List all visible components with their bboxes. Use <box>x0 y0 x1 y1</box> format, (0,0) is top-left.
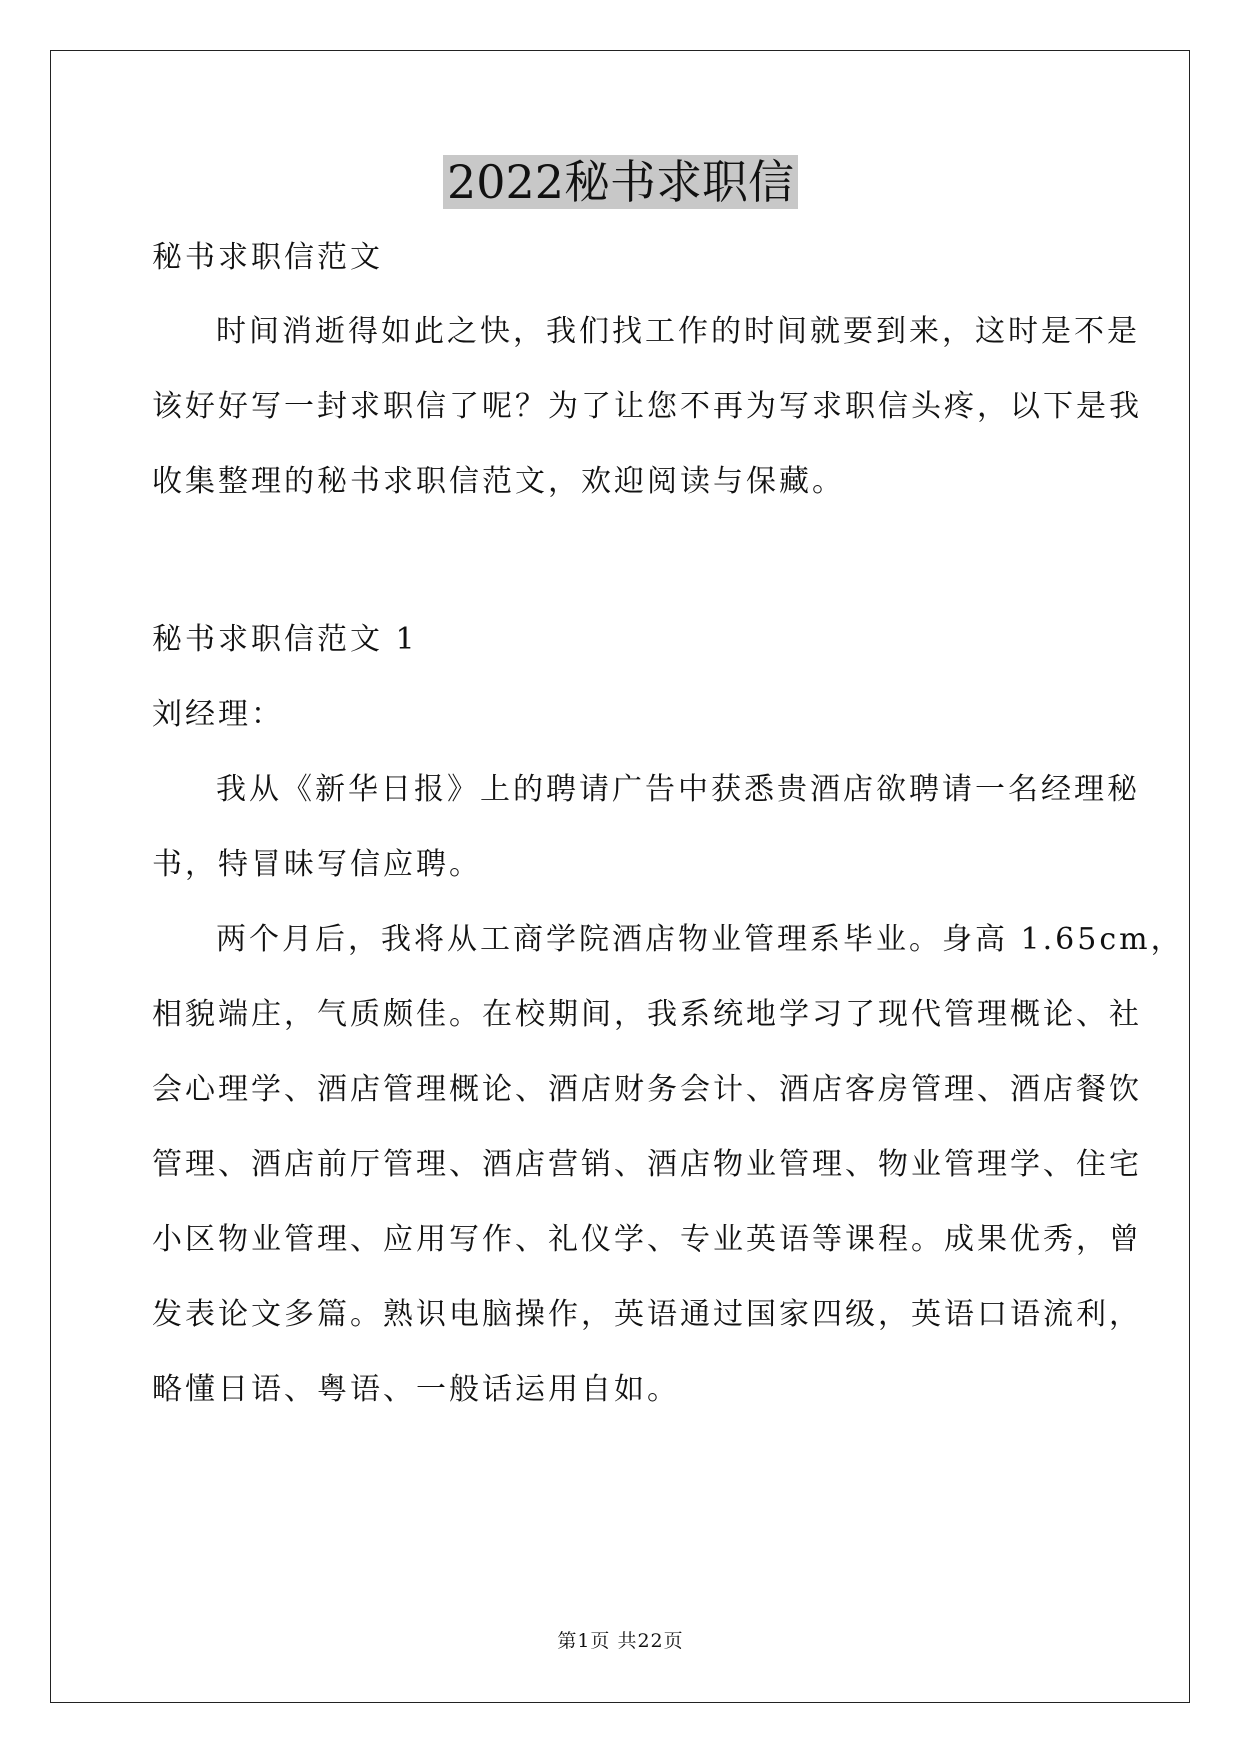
paragraph2-line-1: 两个月后，我将从工商学院酒店物业管理系毕业。身高 1.65cm， <box>216 922 1184 957</box>
paragraph1-line-1: 我从《新华日报》上的聘请广告中获悉贵酒店欲聘请一名经理秘 <box>216 772 1140 807</box>
intro-line-1: 时间消逝得如此之快，我们找工作的时间就要到来，这时是不是 <box>216 314 1140 349</box>
paragraph1-line-2: 书，特冒昧写信应聘。 <box>152 847 482 882</box>
document-title <box>0 150 1241 214</box>
title-text: 2022秘书求职信 <box>443 155 798 209</box>
salutation: 刘经理： <box>152 697 284 732</box>
paragraph2-line-5: 小区物业管理、应用写作、礼仪学、专业英语等课程。成果优秀，曾 <box>152 1222 1142 1257</box>
paragraph2-line-2: 相貌端庄，气质颇佳。在校期间，我系统地学习了现代管理概论、社 <box>152 997 1142 1032</box>
subtitle: 秘书求职信范文 <box>152 240 383 275</box>
paragraph2-line-3: 会心理学、酒店管理概论、酒店财务会计、酒店客房管理、酒店餐饮 <box>152 1072 1142 1107</box>
paragraph2-line-6: 发表论文多篇。熟识电脑操作，英语通过国家四级，英语口语流利， <box>152 1297 1142 1332</box>
paragraph2-line-4: 管理、酒店前厅管理、酒店营销、酒店物业管理、物业管理学、住宅 <box>152 1147 1142 1182</box>
page-footer: 第1页 共22页 <box>557 1630 684 1652</box>
intro-line-2: 该好好写一封求职信了呢？为了让您不再为写求职信头疼，以下是我 <box>152 389 1142 424</box>
paragraph2-line-7: 略懂日语、粤语、一般话运用自如。 <box>152 1372 680 1407</box>
intro-line-3: 收集整理的秘书求职信范文，欢迎阅读与保藏。 <box>152 464 845 499</box>
section-heading: 秘书求职信范文 1 <box>152 622 418 657</box>
